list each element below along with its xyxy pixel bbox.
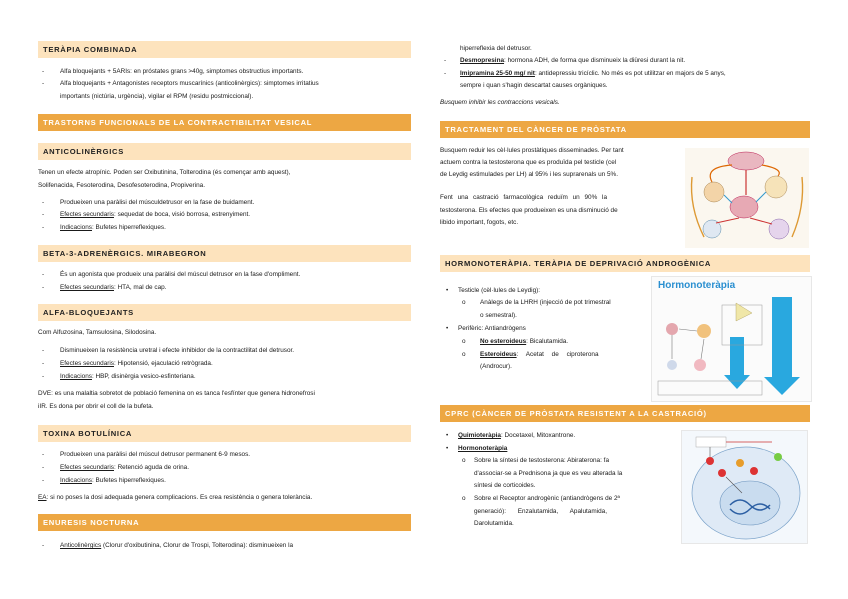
- paragraph: DVE: es una malaltia sobretot de població femenina on es tanca l'esfínter que genera hidronefrosi: [38, 390, 315, 397]
- list-item: - Anticolinèrgics (Clorur d'oxibutinina, Clorur de Trospi, Tolterodina): disminueixen la: [42, 542, 294, 549]
- list-item-continuation: o semestral).: [480, 312, 517, 319]
- section-header-anticolinergics: ANTICOLINÈRGICS: [38, 143, 411, 160]
- section-header-beta3: BETA-3-ADRENÈRGICS. MIRABEGRON: [38, 245, 411, 262]
- section-header-enuresis: ENURESIS NOCTURNA: [38, 514, 411, 531]
- androgen-receptor-diagram: [681, 430, 808, 544]
- hormonoterapia-illustration: [652, 277, 811, 401]
- paragraph: Tenen un efecte atropínic. Poden ser Oxibutinina, Tolterodina (és començar amb aquest),: [38, 169, 291, 176]
- list-item: - Produeixen una paràlisi del múscul detrusor permanent 6-9 mesos.: [42, 451, 251, 458]
- paragraph: testosterona. Els efectes que produeixen es una disminució de: [440, 207, 618, 214]
- list-item: - És un agonista que produeix una paràlisi del múscul detrusor en la fase d'ompliment.: [42, 271, 301, 278]
- section-header-hormonoterapia: HORMONOTERÀPIA. TERÀPIA DE DEPRIVACIÓ ANDROGÈNICA: [440, 255, 810, 272]
- hormonal-axis-diagram: [684, 147, 810, 249]
- list-item: - Alfa bloquejants + Antagonistes receptors muscarínics (anticolinèrgics): simptomes irritatius: [42, 80, 319, 87]
- paragraph: EA: si no poses la dosi adequada genera complicacions. Es crea resistència o genera tolerància.: [38, 494, 313, 501]
- list-item-continuation: d'associar-se a Prednisona ja que es veu alterada la: [474, 470, 623, 477]
- list-item-continuation: importants (nictúria, urgència), vigilar el RPM (residu postmiccional).: [60, 93, 254, 100]
- paragraph: Busquem reduir les cèl·lules prostàtiques disseminades. Per tant: [440, 147, 624, 154]
- section-header-tractament: TRACTAMENT DEL CÀNCER DE PRÒSTATA: [440, 121, 810, 138]
- list-item-continuation: Darolutamida.: [474, 520, 514, 527]
- list-item: o No esteroideus: Bicalutamida.: [462, 338, 569, 345]
- list-item: - Disminueixen la resistència uretral i efecte inhibidor de la contractilitat del detrusor.: [42, 347, 295, 354]
- list-item: - Efectes secundaris: Hipotensió, ejaculació retrògrada.: [42, 360, 213, 367]
- paragraph: de Leydig estimulades per LH) al 95% i les suprarenals un 5%.: [440, 171, 618, 178]
- paragraph: Com Alfuzosina, Tamsulosina, Silodosina.: [38, 329, 157, 336]
- list-item: - Imipramina 25-50 mg/ nit: antidepressiu tricíclic. No més es pot utilitzar en majors de 5 anys,: [444, 70, 726, 77]
- list-item: o Esteroideus: Acetat de ciproterona: [462, 351, 599, 358]
- list-item-continuation: generació): Enzalutamida, Apalutamida,: [474, 508, 607, 515]
- paragraph: libido important, fogots, etc.: [440, 219, 519, 226]
- figure-title: Hormonoteràpia: [658, 280, 736, 291]
- list-item-continuation: síntesi de corticoides.: [474, 482, 536, 489]
- list-item: o Sobre la síntesi de testosterona: Abiraterona: fa: [462, 457, 609, 464]
- list-item: - Produeixen una paràlisi del músculdetrusor en la fase de buidament.: [42, 199, 255, 206]
- list-item: o Anàlegs de la LHRH (injecció de pot trimestral: [462, 299, 611, 306]
- list-item: - Efectes secundaris: HTA, mal de cap.: [42, 284, 167, 291]
- list-item: • Hormonoteràpia: [446, 445, 508, 452]
- list-item: - Indicacions: HBP, disinèrgia vesico-esfinteriana.: [42, 373, 196, 380]
- section-header-cprc: CPRC (CÀNCER DE PRÒSTATA RESISTENT A LA CASTRACIÓ): [440, 405, 810, 422]
- list-item-continuation: hiperreflexia del detrusor.: [460, 45, 532, 52]
- list-item-continuation: (Androcur).: [480, 363, 512, 370]
- hormonoterapia-diagram: [651, 276, 812, 402]
- section-header-toxina: TOXINA BOTULÍNICA: [38, 425, 411, 442]
- list-item: o Sobre el Receptor androgènic (antiandrògens de 2ª: [462, 495, 620, 502]
- list-item: - Desmopresina: hormona ADH, de forma que disminueix la diüresi durant la nit.: [444, 57, 686, 64]
- italic-note: Busquem inhibir les contraccions vesicals.: [440, 99, 560, 106]
- paragraph: Fent una castració farmacològica reduïm un 90% la: [440, 194, 607, 201]
- paragraph: Solifenacida, Fesoterodina, Desofesoterodina, Propiverina.: [38, 182, 205, 189]
- list-item: - Efectes secundaris: Retenció aguda de orina.: [42, 464, 189, 471]
- section-header-alfa: ALFA-BLOQUEJANTS: [38, 304, 411, 321]
- list-item: • Perifèric: Antiandrògens: [446, 325, 526, 332]
- paragraph: actuem contra la testosterona que es produïda pel testicle (cel: [440, 159, 617, 166]
- list-item: • Quimioteràpia: Docetaxel, Mitoxantrone.: [446, 432, 576, 439]
- section-header-trastorns: TRASTORNS FUNCIONALS DE LA CONTRACTIBILITAT VESICAL: [38, 114, 411, 131]
- list-item: - Indicacions: Bufetes hiperreflexiques.: [42, 477, 166, 484]
- paragraph: iIR. Es dona per obrir el coll de la bufeta.: [38, 403, 154, 410]
- list-item: - Alfa bloquejants + 5ARIs: en próstates grans >40g, simptomes obstructius importants.: [42, 68, 304, 75]
- hormonal-axis-illustration: [684, 147, 810, 249]
- list-item-continuation: sempre i quan s'hagin descartat causes orgàniques.: [460, 82, 608, 89]
- androgen-receptor-illustration: [682, 431, 807, 543]
- list-item: - Indicacions: Bufetes hiperreflexiques.: [42, 224, 166, 231]
- section-header-terapia-combinada: TERÀPIA COMBINADA: [38, 41, 411, 58]
- list-item: • Testicle (cèl·lules de Leydig):: [446, 287, 541, 294]
- list-item: - Efectes secundaris: sequedat de boca, visió borrosa, estrenyiment.: [42, 211, 251, 218]
